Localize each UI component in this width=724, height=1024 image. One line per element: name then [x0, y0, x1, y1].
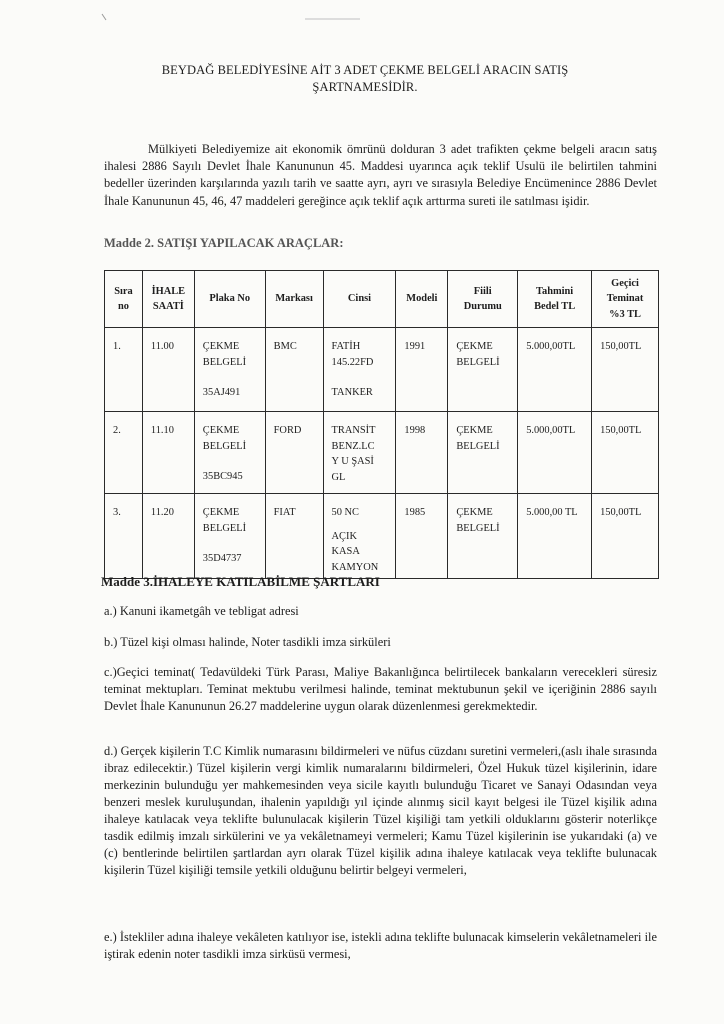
- cell-durum: ÇEKME BELGELİ: [448, 412, 518, 494]
- header-ihale-saati: İHALE SAATİ: [142, 271, 194, 328]
- table-row: [105, 494, 659, 579]
- item-d: d.) Gerçek kişilerin T.C Kimlik numarasını bildirmeleri ve nüfus cüzdanı suretini vermeleri,(aslı ihale sırasında ibraz edilecektir.) Tüzel kişilerin vergi kimlik numaralarını bildirmeleri, Özel Hukuk tüzel kişilerinin, idare merkezinin bulunduğu yer mahkemesinden veya sicile kayıtlı bulunduğu Ticaret ve Sanayi Odasından veya benzeri meslek kuruluşundan, ihalenin yapıldığı yıl içinde alınmış sicil kayıt belgesi ile Tüzel kişilik adına ihaleye katılacak veya teklifte bulunulacak kişilerin Tüzel kişiliği tam yetkili olduklarını gösterir noterlikçe tasdik edilmiş imzalı sirkülerini ve ya vekâletnameyi vermeleri; Kamu Tüzel kişilerinin ise yukarıdaki (a) ve (c) bentlerinde belirtilen şartlardan ayrı olarak Tüzel kişilik adına ihaleye katılacak veya teklifte bulunacak kişilerin Tüzel kişiliği temsile yetkili olduğunu belirtir belgeyi vermeleri,: [104, 744, 657, 877]
- cell-plaka: ÇEKME BELGELİ 35AJ491: [194, 328, 265, 412]
- vehicle-table: [104, 270, 659, 579]
- madde-2-heading: Madde 2. SATIŞI YAPILACAK ARAÇLAR:: [104, 236, 344, 250]
- scan-smudge-icon: [300, 12, 370, 26]
- cell-bedel: 5.000,00TL: [518, 412, 592, 494]
- cell-model: 1998: [396, 412, 448, 494]
- cell-marka: FORD: [265, 412, 323, 494]
- table-row: [105, 412, 659, 494]
- header-sira: Sıra no: [105, 271, 143, 328]
- header-plaka: Plaka No: [194, 271, 265, 328]
- cell-sira: 1.: [105, 328, 143, 412]
- cell-teminat: 150,00TL: [592, 328, 659, 412]
- cell-marka: BMC: [265, 328, 323, 412]
- cell-cinsi: 50 NC AÇIK KASA KAMYON: [323, 494, 396, 579]
- cell-teminat: 150,00TL: [592, 494, 659, 579]
- scan-artifact-icon: [100, 8, 140, 28]
- cell-durum: ÇEKME BELGELİ: [448, 328, 518, 412]
- cell-sira: 2.: [105, 412, 143, 494]
- header-tahmini-bedel: Tahmini Bedel TL: [518, 271, 592, 328]
- cell-cinsi: TRANSİT BENZ.LC Y U ŞASİ GL: [323, 412, 396, 494]
- cell-plaka: ÇEKME BELGELİ 35BC945: [194, 412, 265, 494]
- header-marka: Markası: [265, 271, 323, 328]
- cell-saat: 11.20: [142, 494, 194, 579]
- cell-saat: 11.10: [142, 412, 194, 494]
- item-e: e.) İstekliler adına ihaleye vekâleten katılıyor ise, istekli adına teklifte bulunacak kimselerin vekâletnameleri ile iştirak edenin noter tasdikli imza sirküsü vermesi,: [104, 930, 657, 961]
- header-cinsi: Cinsi: [323, 271, 396, 328]
- cell-marka: FIAT: [265, 494, 323, 579]
- title-line-2: ŞARTNAMESİDİR.: [312, 80, 418, 94]
- cell-model: 1991: [396, 328, 448, 412]
- intro-paragraph: Mülkiyeti Belediyemize ait ekonomik ömrünü dolduran 3 adet trafikten çekme belgeli aracın satış ihalesi 2886 Sayılı Devlet İhale Kanununun 45. Maddesi uyarınca açık teklif Usulü ile belirtilen tahmini bedeller üzerinden karşılarında yazılı tarih ve saatte ayrı, ayrı ve sırasıyla Belediye Encümenince 2886 Devlet İhale Kanununun 45, 46, 47 maddeleri gereğince açık teklif açık arttırma sureti ile satılması işidir.: [104, 142, 657, 208]
- cell-model: 1985: [396, 494, 448, 579]
- header-fiili-durumu: Fiili Durumu: [448, 271, 518, 328]
- cell-plaka: ÇEKME BELGELİ 35D4737: [194, 494, 265, 579]
- cell-cinsi: FATİH 145.22FD TANKER: [323, 328, 396, 412]
- document-title: [140, 62, 590, 96]
- cell-saat: 11.00: [142, 328, 194, 412]
- title-line-1: BEYDAĞ BELEDİYESİNE AİT 3 ADET ÇEKME BELGELİ ARACIN SATIŞ: [161, 63, 569, 77]
- cell-sira: 3.: [105, 494, 143, 579]
- madde-3-heading: Madde 3.İHALEYE KATILABİLME ŞARTLARI: [101, 574, 380, 589]
- cell-teminat: 150,00TL: [592, 412, 659, 494]
- item-a: a.) Kanuni ikametgâh ve tebligat adresi: [104, 604, 299, 618]
- table-header-row: [105, 271, 659, 328]
- cell-bedel: 5.000,00TL: [518, 328, 592, 412]
- table-row: [105, 328, 659, 412]
- item-b: b.) Tüzel kişi olması halinde, Noter tasdikli imza sirküleri: [104, 635, 391, 649]
- cell-durum: ÇEKME BELGELİ: [448, 494, 518, 579]
- item-c: c.)Geçici teminat( Tedavüldeki Türk Parası, Maliye Bakanlığınca belirtilecek bankaların verecekleri süresiz teminat mektupları. Teminat mektubu verilmesi halinde, teminat mektubunun şekil ve içeriğinin 2886 sayılı Devlet İhale Kanununun 26.27 maddelerine uygun olarak düzenlenmesi gerekmektedir.: [104, 665, 657, 713]
- header-modeli: Modeli: [396, 271, 448, 328]
- cell-bedel: 5.000,00 TL: [518, 494, 592, 579]
- header-gecici-teminat: Geçici Teminat %3 TL: [592, 271, 659, 328]
